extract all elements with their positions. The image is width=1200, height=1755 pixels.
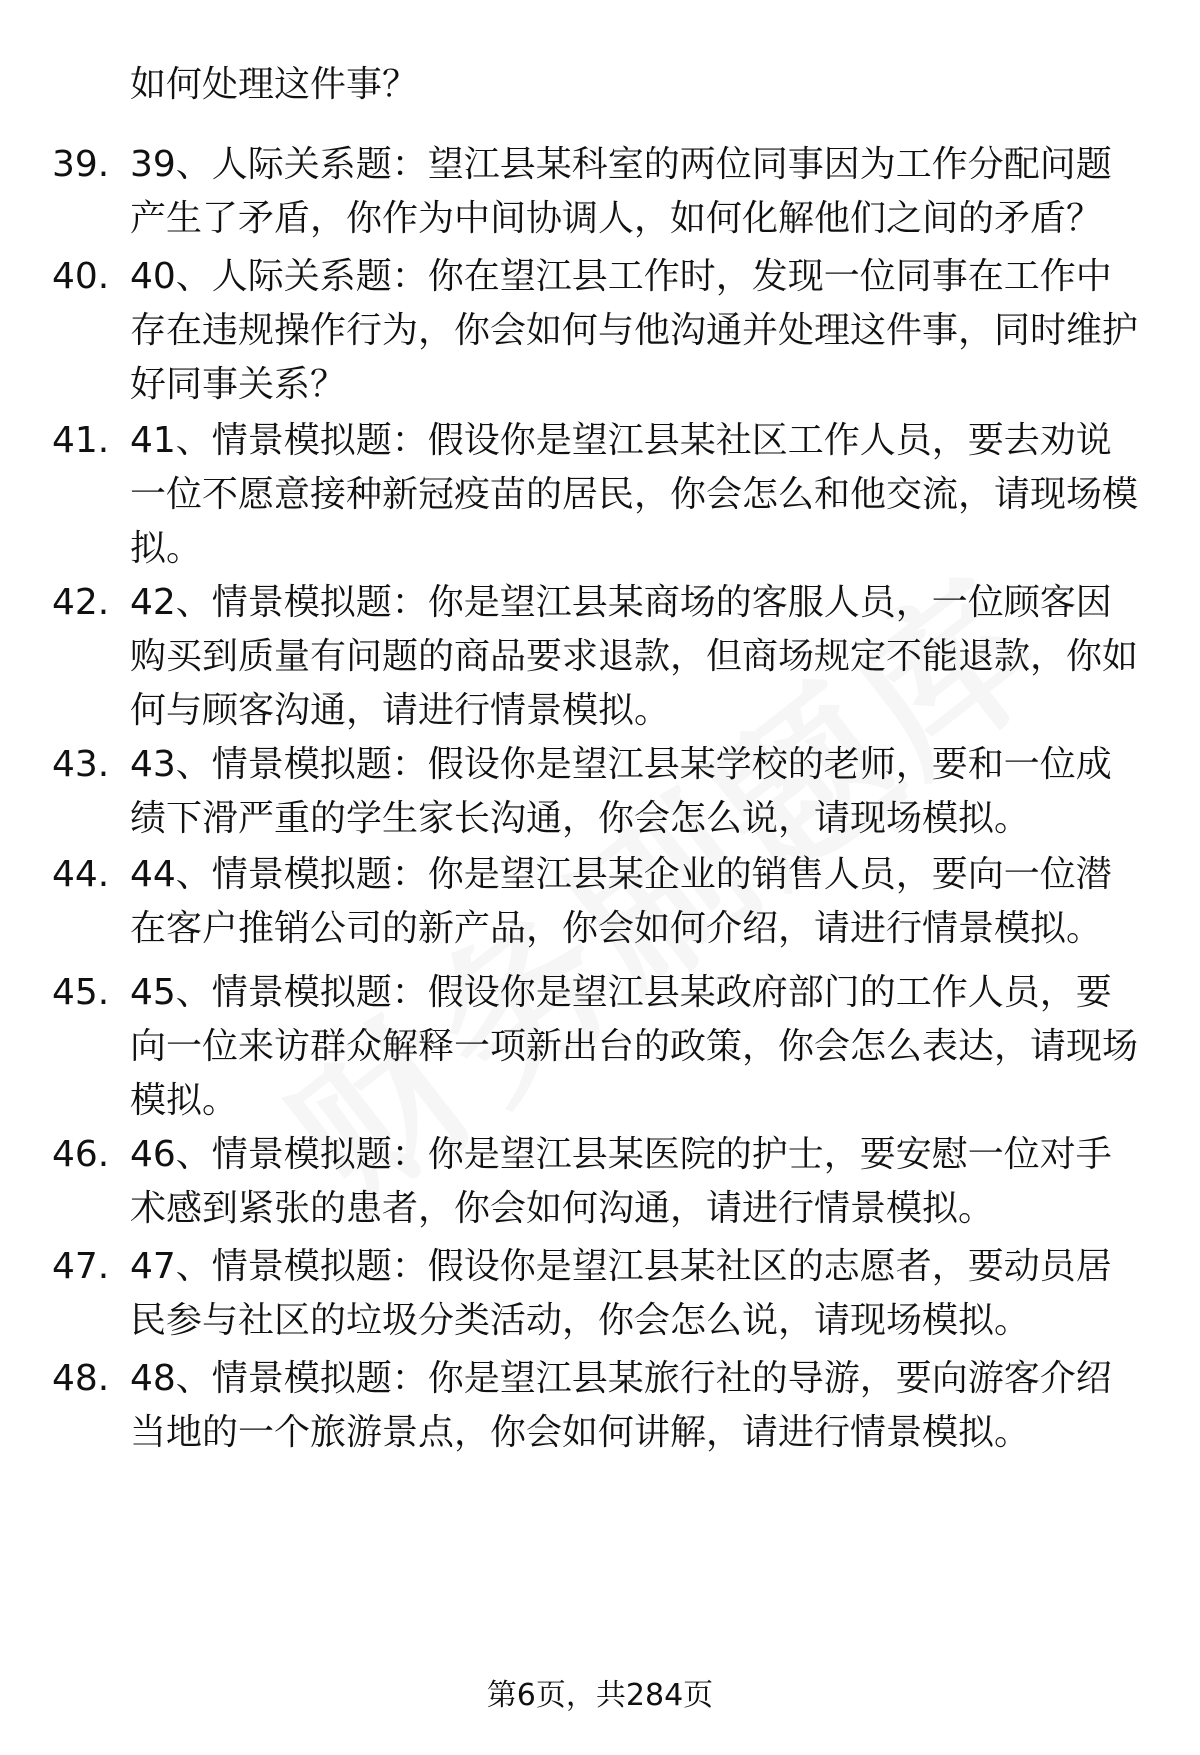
question-text: 39、人际关系题：望江县某科室的两位同事因为工作分配问题产生了矛盾，你作为中间协调人，如何化解他们之间的矛盾？	[130, 144, 1112, 239]
question-number: 46.	[52, 1134, 110, 1175]
question-text: 43、情景模拟题：假设你是望江县某学校的老师，要和一位成绩下滑严重的学生家长沟通，你会怎么说，请现场模拟。	[130, 744, 1112, 839]
question-text: 40、人际关系题：你在望江县工作时，发现一位同事在工作中存在违规操作行为，你会如何与他沟通并处理这件事，同时维护好同事关系？	[130, 256, 1139, 405]
question-number: 47.	[52, 1246, 110, 1287]
question-text: 45、情景模拟题：假设你是望江县某政府部门的工作人员，要向一位来访群众解释一项新出台的政策，你会怎么表达，请现场模拟。	[130, 972, 1139, 1121]
question-text: 48、情景模拟题：你是望江县某旅行社的导游，要向游客介绍当地的一个旅游景点，你会如何讲解，请进行情景模拟。	[130, 1358, 1112, 1453]
question-text: 42、情景模拟题：你是望江县某商场的客服人员，一位顾客因购买到质量有问题的商品要求退款，但商场规定不能退款，你如何与顾客沟通，请进行情景模拟。	[130, 582, 1139, 731]
page-footer: 第6页，共284页	[486, 1678, 714, 1713]
question-text: 46、情景模拟题：你是望江县某医院的护士，要安慰一位对手术感到紧张的患者，你会如何沟通，请进行情景模拟。	[130, 1134, 1112, 1229]
question-text: 44、情景模拟题：你是望江县某企业的销售人员，要向一位潜在客户推销公司的新产品，你会如何介绍，请进行情景模拟。	[130, 854, 1112, 949]
question-number: 40.	[52, 256, 110, 297]
question-text: 47、情景模拟题：假设你是望江县某社区的志愿者，要动员居民参与社区的垃圾分类活动，你会怎么说，请现场模拟。	[130, 1246, 1112, 1341]
question-number: 41.	[52, 420, 110, 461]
question-text: 41、情景模拟题：假设你是望江县某社区工作人员，要去劝说一位不愿意接种新冠疫苗的居民，你会怎么和他交流，请现场模拟。	[130, 420, 1139, 569]
question-number: 39.	[52, 144, 110, 185]
question-number: 43.	[52, 744, 110, 785]
continuation-text: 如何处理这件事？	[130, 64, 419, 105]
question-number: 45.	[52, 972, 110, 1013]
question-number: 42.	[52, 582, 110, 623]
question-number: 48.	[52, 1358, 110, 1399]
question-number: 44.	[52, 854, 110, 895]
